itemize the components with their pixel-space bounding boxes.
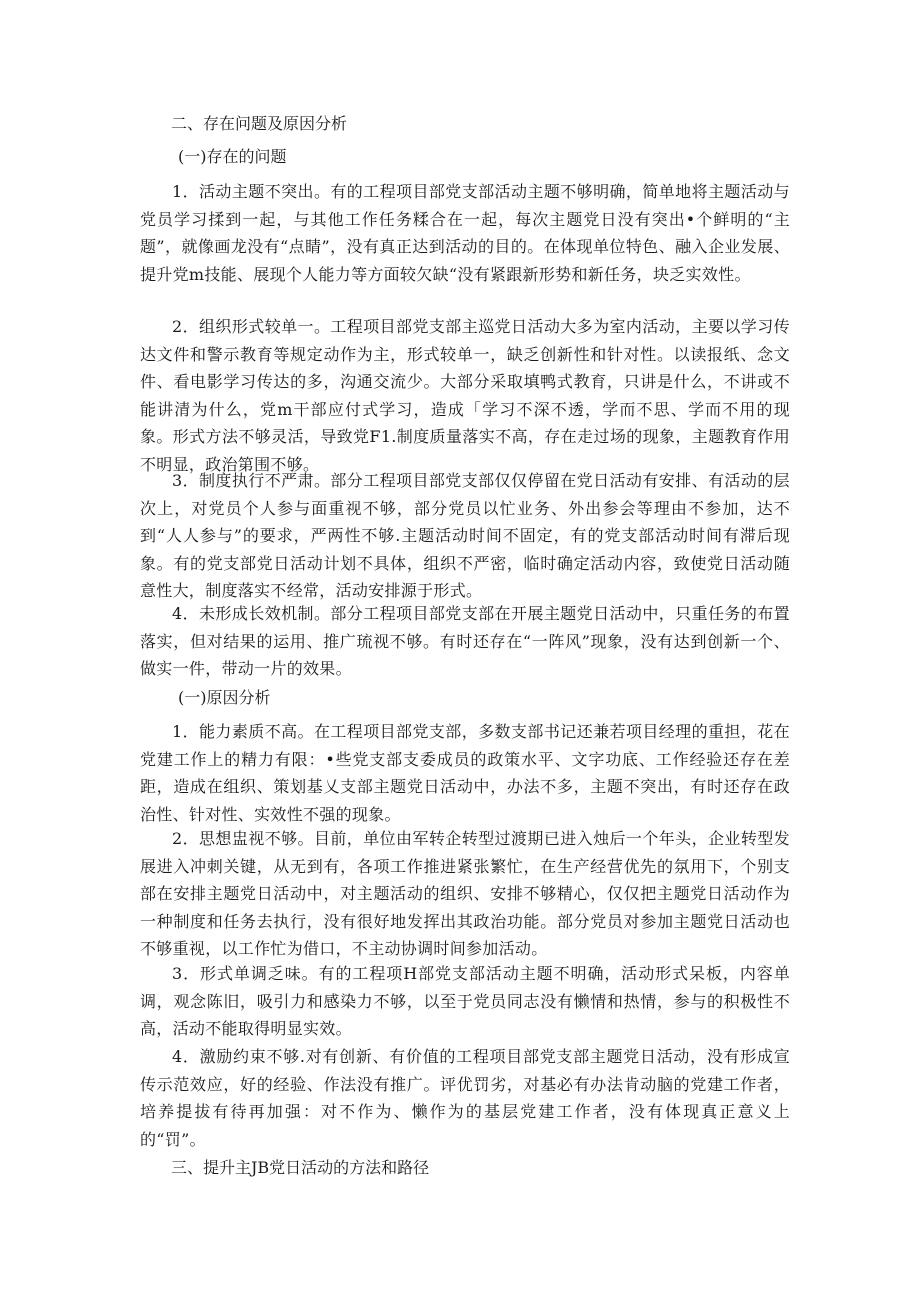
problem-paragraph-1: 1．活动主题不突出。有的工程项目部党支部活动主题不够明确，简单地将主题活动与党员学习揉到一起，与其他工作任务糅合在一起，每次主题党日没有突出•个鲜明的“主题”，就像画龙没有“点睛”，没有真正达到活动的目的。在体现单位特色、融入企业发展、提升党m技能、展现个人能力等方面较欠缺“没有紧跟新形势和新任务，块乏实效性。	[140, 182, 790, 284]
cause-paragraph-1: 1．能力素质不高。在工程项目部党支部，多数支部书记还兼若项目经理的重担，花在党建工作上的精力有限：•些党支部支委成员的政策水平、文字功底、工作经验还存在差距，造成在组织、策划基乂支部主题党日活动中，办法不多，主题不突出，有时还存在政治性、针对性、实效性不强的现象。	[140, 722, 790, 824]
cause-paragraph-2: 2．思想盅视不够。目前，单位由军转企转型过渡期已进入烛后一个年头，企业转型发展进入冲刺关键，从无到有，各项工作推进紧张繁忙，在生产经营优先的氛用下，个别支部在安排主题党日活动中，对主题活动的组织、安排不够精心，仅仅把主题党日活动作为一种制度和任务去执行，没有很好地发挥出其政治功能。部分党员对参加主题党日活动也不够重视，以工作忙为借口，不主动协调时间参加活动。	[140, 829, 790, 958]
problem-paragraph-4: 4．未形成长效机制。部分工程项目部党支部在开展主题党日活动中，只重任务的布置落实，但对结果的运用、推广琉视不够。有时还存在“一阵风”现象，没有达到创新一个、做实一件，带动一片的效果。	[140, 604, 790, 678]
section-three-title: 三、提升主JB党日活动的方法和路径	[171, 1158, 430, 1177]
problem-paragraph-2: 2．组织形式较单一。工程项目部党支部主巡党日活动大多为室内活动，主要以学习传达文件和警示教育等规定动作为主，形式较单一，缺乏创新性和针对性。以读报纸、念文件、看电影学习传达的多，沟通交流少。大部分采取填鸭式教育，只讲是什么，不讲或不能讲清为什么，党m干部应付式学习，造成「学习不深不透，学而不思、学而不用的现象。形式方法不够灵活，导致党F1.制度质量落实不高，存在走过场的现象，主题教育作用不明显，政治第围不够。	[140, 317, 790, 474]
problem-paragraph-3: 3．制度执行不严肃。部分工程项目部党支部仅仅停留在党日活动有安排、有活动的层次上，对党员个人参与面重视不够，部分党员以忙业务、外出参会等理由不参加，达不到“人人参与”的要求，严两性不够.主题活动时间不固定，有的党支部活动时间有滞后现象。有的党支部党日活动计划不具体，组织不严密，临时确定活动内容，致使党日活动随意性大，制度落实不经常，活动安排源于形式。	[140, 471, 790, 600]
cause-paragraph-4: 4．激励约束不够.对有创新、有价值的工程项目部党支部主题党日活动，没有形成宣传示范效应，好的经验、作法没有推广。评优罚劣，对基必有办法肯动脑的党建工作者，培养提拔有待再加强：对不作为、懒作为的基层党建工作者，没有体现真正意义上的“罚”。	[140, 1047, 790, 1149]
subsection-causes-title: (一)原因分析	[178, 688, 271, 707]
cause-paragraph-3: 3．形式单调乏味。有的工程项H部党支部活动主题不明确，活动形式呆板，内容单调，观念陈旧，吸引力和感染力不够，以至于党员同志没有懒情和热情，参与的积极性不高，活动不能取得明显实效。	[140, 964, 790, 1038]
section-two-title: 二、存在问题及原因分析	[171, 114, 348, 133]
subsection-problems-title: (一)存在的问题	[178, 147, 287, 166]
